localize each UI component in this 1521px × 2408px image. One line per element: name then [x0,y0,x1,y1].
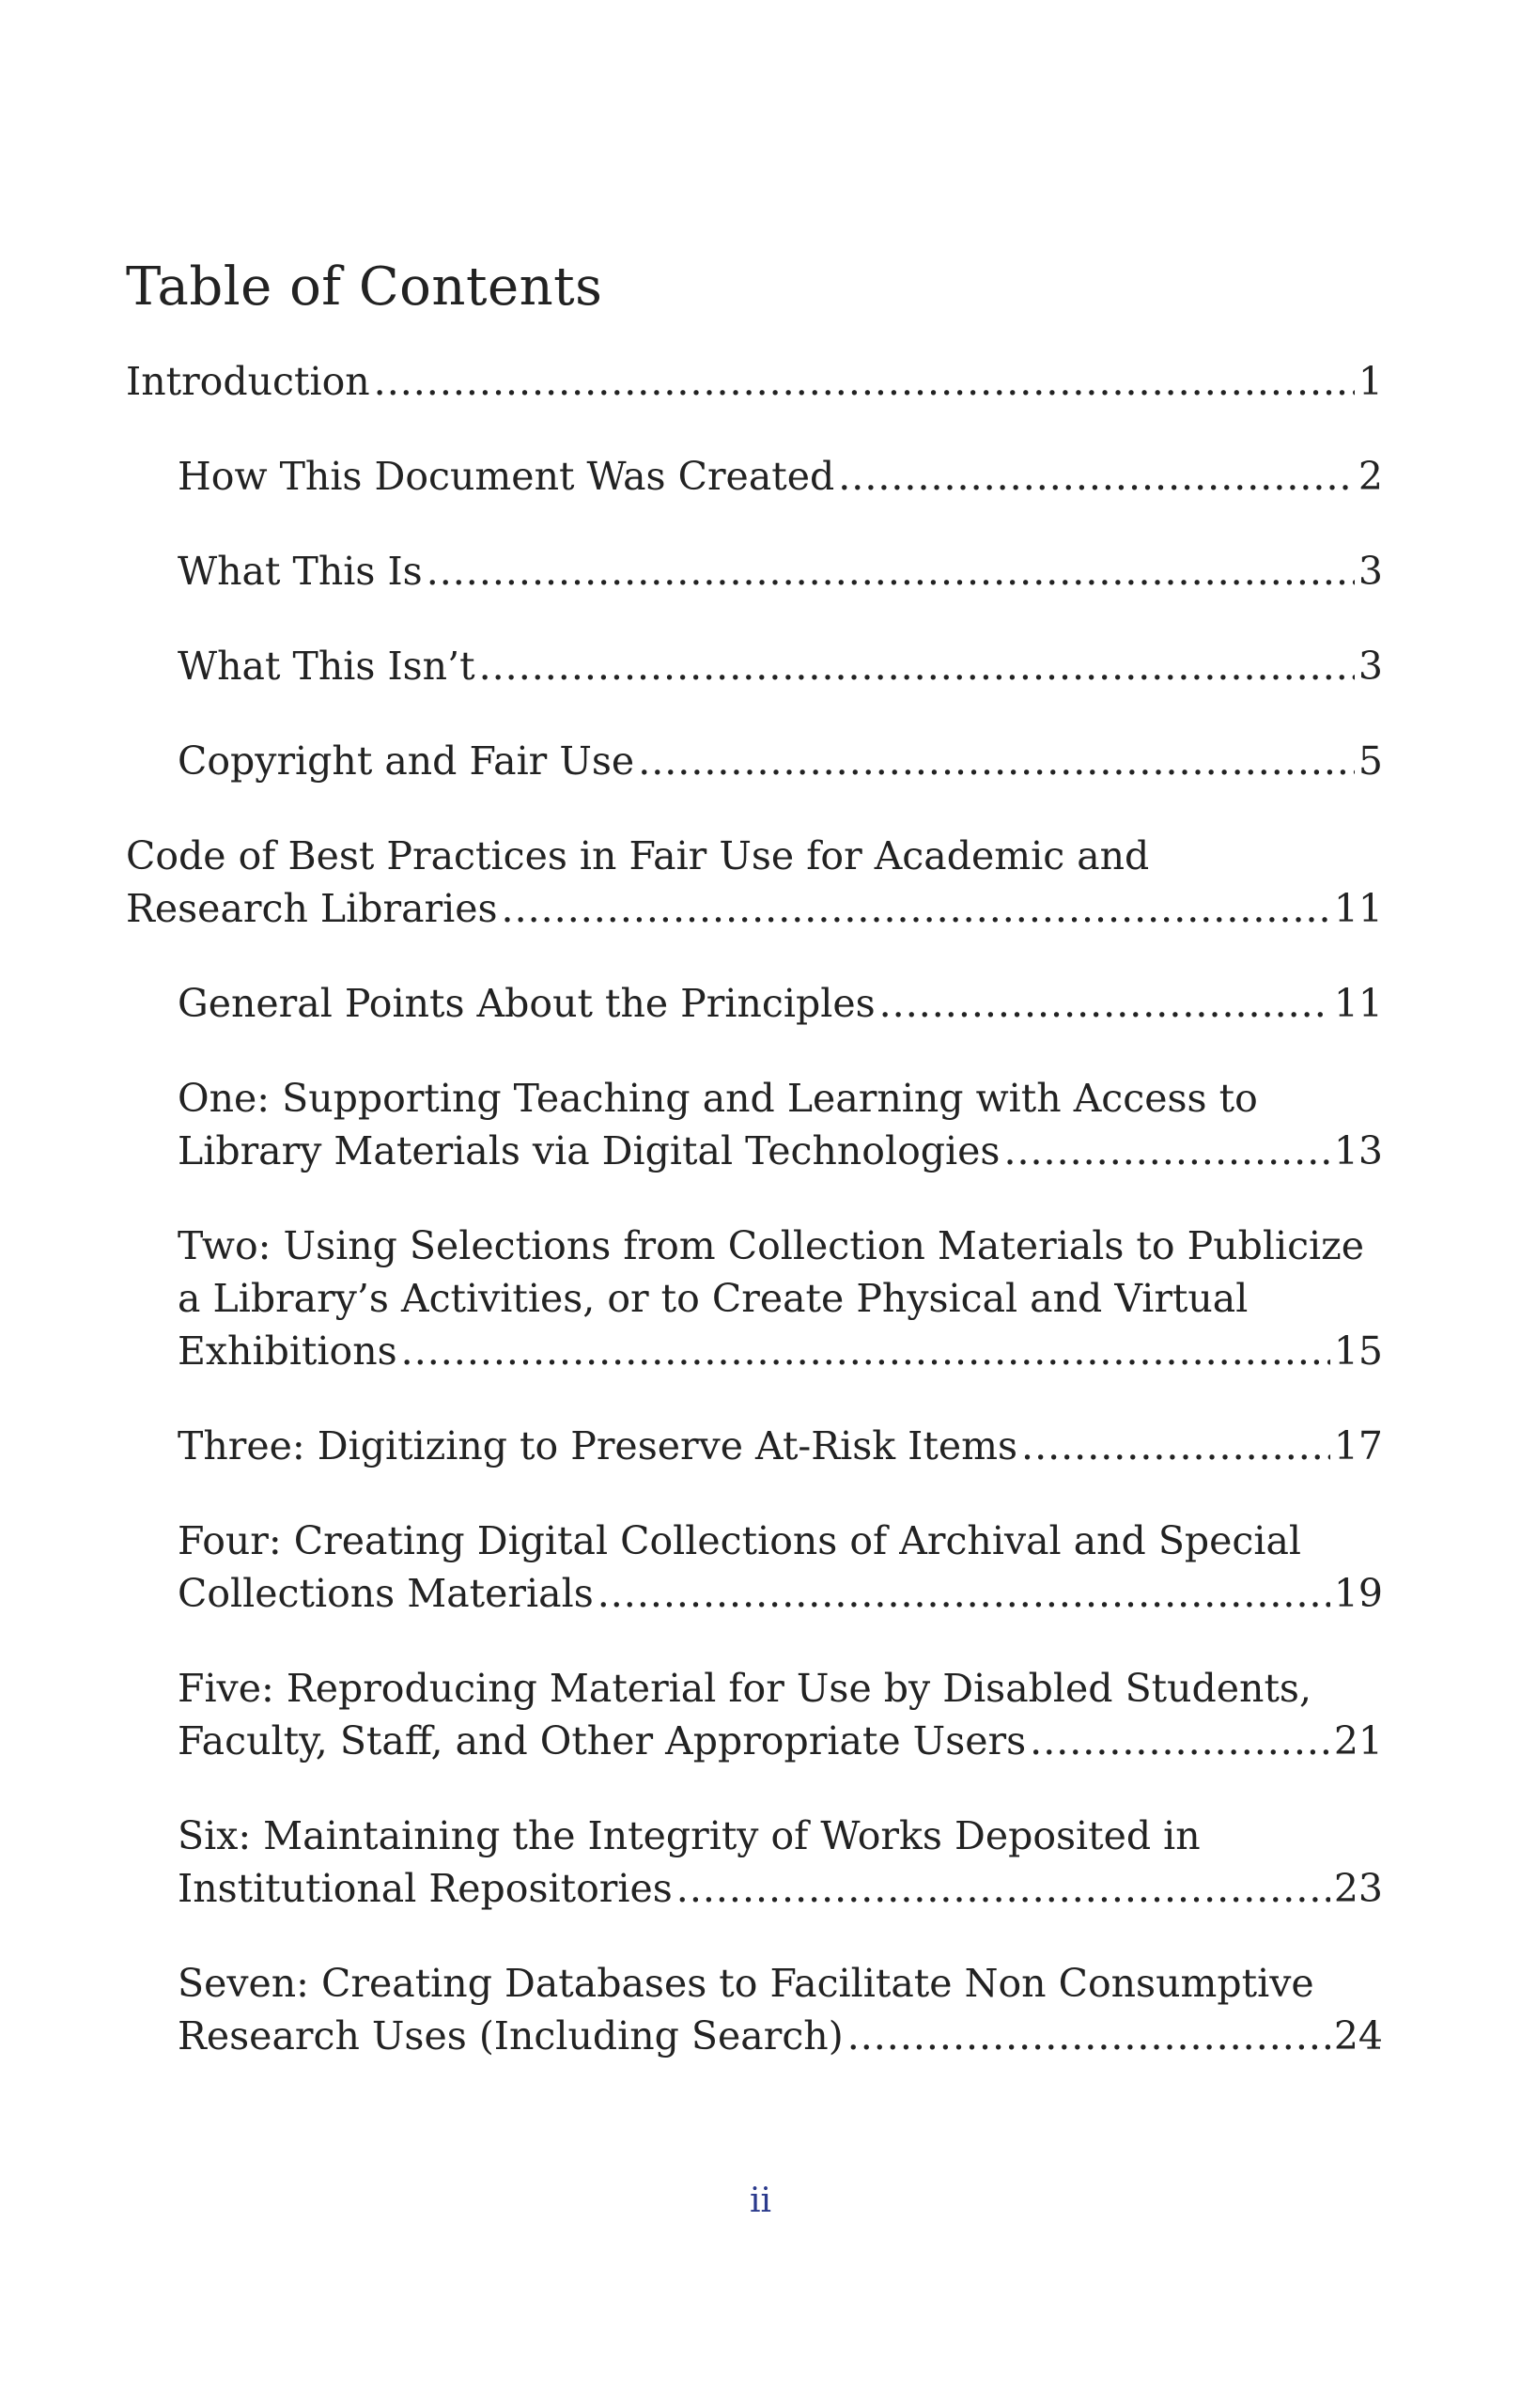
dot-leader [1003,1125,1329,1177]
toc-entry-final-line [178,450,1383,503]
toc-entry-page-number: 21 [1333,1718,1383,1763]
toc-entry-title: What This Isn’t [178,644,475,689]
toc-entry-title: Collections Materials [178,1571,594,1616]
toc-entry[interactable] [126,1662,1383,1767]
toc-entry-final-line [126,882,1383,935]
toc-entry-page-number: 5 [1358,738,1383,784]
toc-entry-final-line [178,1420,1383,1472]
dot-leader [427,545,1355,598]
toc-entry-title: What This Is [178,549,423,594]
toc-entry-title: General Points About the Principles [178,981,876,1026]
toc-entry-title: Research Libraries [126,886,498,931]
toc-entry-title: Exhibitions [178,1328,397,1374]
toc-entry-final-line [178,1567,1383,1620]
toc-entry[interactable] [126,1957,1383,2062]
toc-entry[interactable] [126,977,1383,1030]
toc-entry[interactable] [126,1420,1383,1472]
toc-entry-final-line [178,2010,1383,2062]
toc-entry[interactable] [126,545,1383,598]
toc-entry-title: Introduction [126,359,370,404]
toc-entry-page-number: 2 [1358,454,1383,499]
toc-entry[interactable] [126,1220,1383,1377]
toc-entry[interactable] [126,1515,1383,1620]
toc-entry-page-number: 1 [1358,359,1383,404]
dot-leader [847,2010,1330,2062]
toc-entry[interactable] [126,640,1383,692]
toc-entry-title-line: One: Supporting Teaching and Learning with Access to [178,1076,1258,1121]
table-of-contents [126,355,1383,2105]
page-number-folio: ii [749,2182,772,2220]
toc-entry-page-number: 3 [1358,549,1383,594]
toc-entry[interactable] [126,830,1383,935]
toc-entry-final-line [178,1715,1383,1767]
toc-entry-final-line [178,1125,1383,1177]
toc-entry-page-number: 15 [1333,1328,1383,1374]
toc-entry-final-line [178,977,1383,1030]
toc-entry-title-line: Code of Best Practices in Fair Use for Academic and [126,833,1150,878]
toc-entry-final-line [126,355,1383,408]
toc-entry[interactable] [126,735,1383,787]
toc-entry-title-line: Seven: Creating Databases to Facilitate Non Consumptive [178,1961,1314,2006]
toc-entry-final-line [178,735,1383,787]
dot-leader [838,450,1355,503]
toc-entry[interactable] [126,1810,1383,1915]
toc-entry-title: Library Materials via Digital Technologies [178,1128,1001,1173]
toc-entry-title-line: Five: Reproducing Material for Use by Disabled Students, [178,1666,1311,1711]
dot-leader [374,355,1355,408]
toc-entry-page-number: 11 [1333,981,1383,1026]
toc-entry-page-number: 23 [1333,1866,1383,1911]
toc-entry-final-line [178,1325,1383,1377]
toc-entry-page-number: 19 [1333,1571,1383,1616]
toc-entry-title: Copyright and Fair Use [178,738,635,784]
dot-leader [879,977,1330,1030]
toc-entry-title: Faculty, Staff, and Other Appropriate Users [178,1718,1027,1763]
toc-entry-title-line: Two: Using Selections from Collection Materials to Publicize a Library’s Activities, or to Create Physical and Virtual [178,1223,1365,1321]
toc-entry[interactable] [126,450,1383,503]
toc-entry-title: Institutional Repositories [178,1866,673,1911]
toc-entry-page-number: 3 [1358,644,1383,689]
toc-entry-final-line [178,640,1383,692]
toc-entry-title-line: Six: Maintaining the Integrity of Works Deposited in [178,1813,1201,1858]
dot-leader [638,735,1355,787]
toc-entry-page-number: 13 [1333,1128,1383,1173]
dot-leader [598,1567,1330,1620]
toc-entry-final-line [178,545,1383,598]
toc-entry-title-line: Four: Creating Digital Collections of Archival and Special [178,1518,1302,1563]
toc-entry[interactable] [126,1072,1383,1177]
toc-entry[interactable] [126,355,1383,408]
toc-entry-page-number: 17 [1333,1423,1383,1468]
dot-leader [401,1325,1330,1377]
dot-leader [676,1862,1330,1915]
toc-entry-title: Three: Digitizing to Preserve At-Risk Items [178,1423,1018,1468]
toc-entry-final-line [178,1862,1383,1915]
dot-leader [1030,1715,1330,1767]
dot-leader [479,640,1355,692]
dot-leader [1021,1420,1330,1472]
toc-entry-title: How This Document Was Created [178,454,835,499]
toc-entry-page-number: 24 [1333,2013,1383,2058]
toc-entry-page-number: 11 [1333,886,1383,931]
toc-entry-title: Research Uses (Including Search) [178,2013,844,2058]
toc-title: Table of Contents [126,256,603,318]
dot-leader [502,882,1330,935]
